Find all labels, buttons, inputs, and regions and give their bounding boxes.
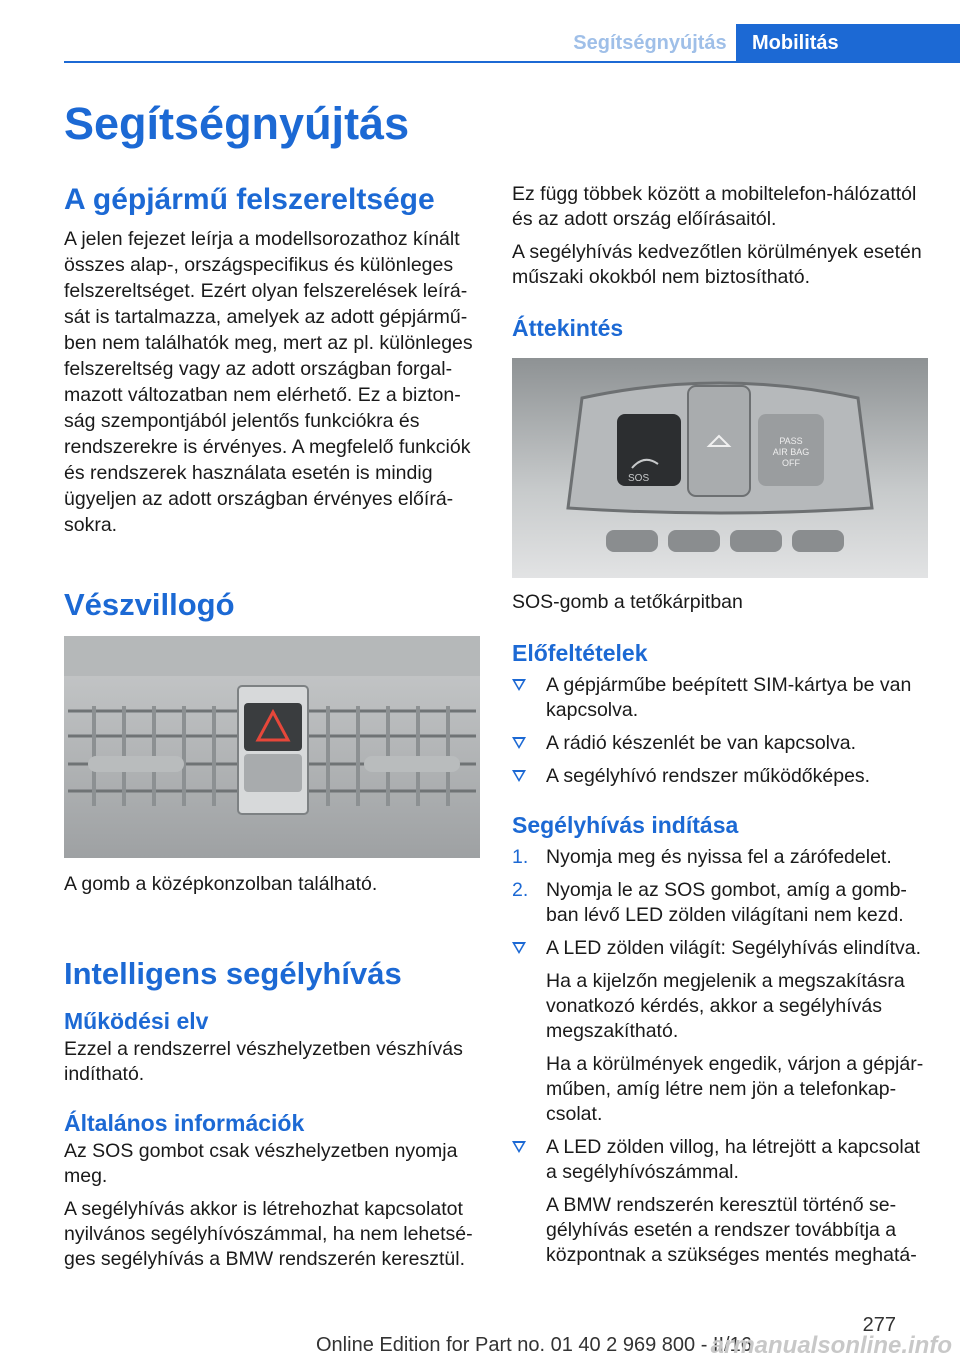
sub-paragraph: Ha a kijelzőn megjelenik a megszakításra vonatkozó kérdés, akkor a segélyhívás megszakítható.	[546, 970, 905, 1042]
paragraph-principle: Ezzel a rendszerrel vészhelyzetben vészhívás indítható.	[64, 1038, 463, 1085]
prerequisites-list	[512, 673, 930, 789]
caption-hazard: A gomb a középkonzolban található.	[64, 873, 378, 895]
heading-prerequisites: Előfeltételek	[512, 640, 648, 666]
heading-general: Általános információk	[64, 1110, 305, 1136]
sos-photo-label: SOS	[628, 473, 650, 484]
hazard-switch-photo	[64, 636, 480, 858]
steps-list	[512, 845, 930, 1268]
heading-hazard: Vészvillogó	[64, 587, 235, 622]
bullet-triangle-icon	[512, 770, 526, 782]
paragraph-continued-2: A segélyhívás kedvezőtlen körülmények esetén műszaki okokból nem biztosítható.	[512, 241, 922, 288]
sub-paragraph: Ha a körülmények engedik, várjon a gépjárműben, amíg létre nem jön a telefonkapcsolat.	[546, 1053, 924, 1125]
sub-paragraph: A BMW rendszerén keresztül történő segélyhívás esetén a rendszer továbbítja a központnak a szükséges mentés meghatá-	[546, 1194, 917, 1266]
paragraph-general-1: Az SOS gombot csak vészhelyzetben nyomja meg.	[64, 1140, 458, 1187]
step-number: 1.	[512, 846, 529, 868]
watermark: armanualsonline.info	[710, 1332, 952, 1359]
heading-overview: Áttekintés	[512, 315, 624, 341]
bullet-triangle-icon	[512, 1141, 526, 1153]
paragraph-continued-1: Ez függ többek között a mobiltelefon-hálózattól és az adott ország előírásaitól.	[512, 183, 917, 230]
heading-start-call: Segélyhívás indítása	[512, 812, 739, 838]
right-column	[512, 182, 930, 1268]
paragraph-equipment: A jelen fejezet leírja a modellsorozathoz kínált összes alap-, országspecifikus és különleges felszereltséget. Ezért olyan felszerelések leírását is tartalmazza, amelyek az adott gépjárműben nem találhatók meg, mert az pl. különleges felszereltség vagy az adott országban forgalmazott változatban nem elérhető. Ez a biztonság szempontjából jelentős funkciókra és rendszerekre is érvényes. A megfelelő funkciók és rendszerek használata esetén is mindig ügyeljen az adott országban érvényes előírásokra.	[64, 228, 473, 536]
bullet-triangle-icon	[512, 942, 526, 954]
list-item: A LED zölden villog, ha létrejött a kapcsolat a segélyhívószámmal. A BMW rendszerén keresztül történő segélyhívás esetén a rendszer továbbítja a központnak a szükséges mentés meghatá-	[512, 1135, 930, 1268]
bullet-triangle-icon	[512, 737, 526, 749]
svg-text:AIR BAG: AIR BAG	[772, 447, 810, 457]
tab-section[interactable]: Segítségnyújtás	[573, 32, 727, 54]
heading-equipment: A gépjármű felszereltsége	[64, 183, 435, 216]
bullet-triangle-icon	[512, 679, 526, 691]
header-rule	[64, 61, 960, 63]
heading-principle: Működési elv	[64, 1008, 209, 1034]
list-item: A rádió készenlét be van kapcsolva.	[512, 731, 930, 756]
list-item: A segélyhívó rendszer működőképes.	[512, 764, 930, 789]
step-number: 2.	[512, 879, 529, 901]
page-number: 277	[862, 1314, 896, 1336]
header-tabs	[564, 24, 960, 62]
left-column	[64, 182, 482, 1272]
svg-text:PASS: PASS	[779, 436, 803, 446]
svg-text:OFF: OFF	[782, 458, 800, 468]
list-item: A LED zölden világít: Segélyhívás elindítva. Ha a kijelzőn megjelenik a megszakításra vonatkozó kérdés, akkor a segélyhívás megszakítható. Ha a körülmények engedik, várjon a gépjárműben, amíg létre nem jön a telefonkapcsolat.	[512, 936, 930, 1127]
page-title: Segítségnyújtás	[64, 98, 410, 149]
step-item: 1. Nyomja meg és nyissa fel a zárófedelet.	[512, 846, 892, 868]
sos-button-photo	[512, 358, 928, 578]
paragraph-general-2: A segélyhívás akkor is létrehozhat kapcsolatot nyilvános segélyhívószámmal, ha nem lehetséges segélyhívás a BMW rendszerén keresztül.	[64, 1198, 473, 1270]
tab-chapter[interactable]: Mobilitás	[736, 24, 960, 62]
step-item: 2. Nyomja le az SOS gombot, amíg a gombban lévő LED zölden világítani nem kezd.	[512, 879, 907, 926]
caption-sos: SOS-gomb a tetőkárpitban	[512, 591, 743, 613]
heading-intelligent: Intelligens segélyhívás	[64, 956, 402, 991]
list-item: A gépjárműbe beépített SIM-kártya be van kapcsolva.	[512, 673, 930, 723]
edition-info: Online Edition for Part no. 01 40 2 969 800 - II/16	[316, 1334, 752, 1356]
